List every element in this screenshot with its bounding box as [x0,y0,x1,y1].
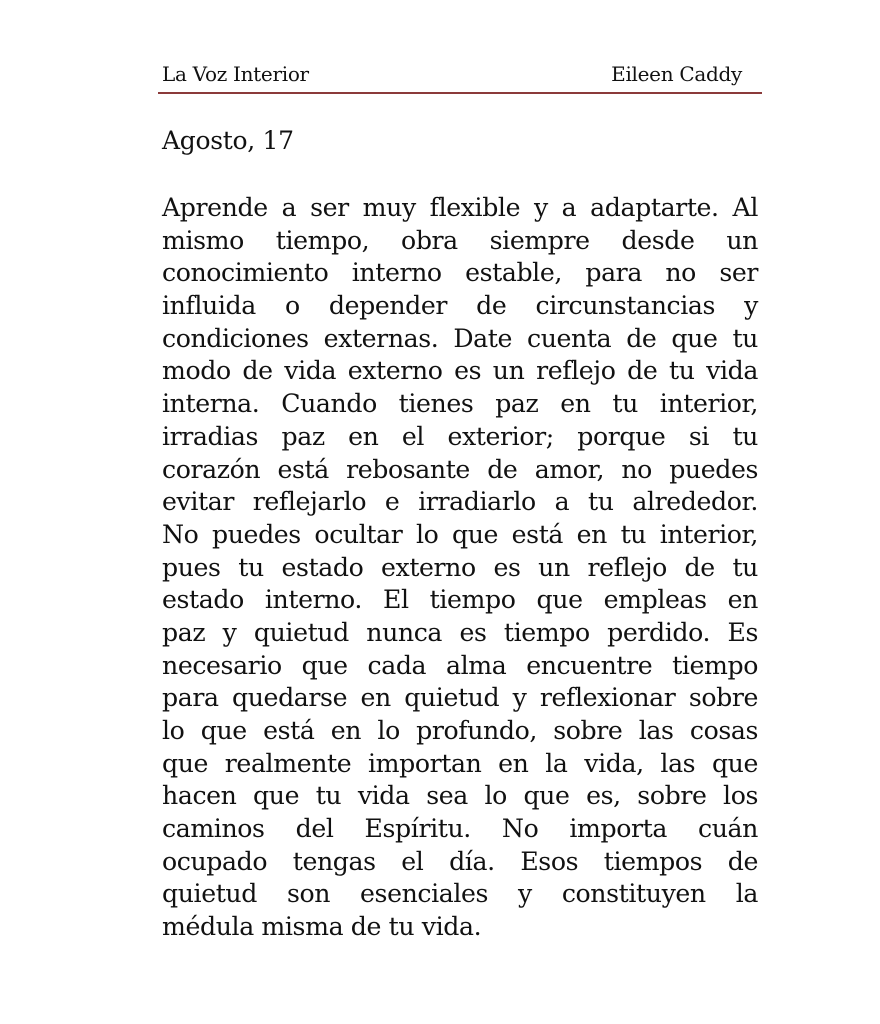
text-line: corazón está rebosante de amor, no puedes [162,454,758,484]
text-line: pues tu estado externo es un reflejo de tu [162,552,758,582]
book-title: La Voz Interior [162,62,309,86]
text-line: caminos del Espíritu. No importa cuán [162,814,758,844]
text-line: paz y quietud nunca es tiempo perdido. Es [162,617,758,647]
running-header [158,58,762,94]
text-line: modo de vida externo es un reflejo de tu vida [162,356,758,386]
text-line: ocupado tengas el día. Esos tiempos de [162,846,758,876]
text-line: quietud son esenciales y constituyen la [162,879,758,909]
text-line: necesario que cada alma encuentre tiempo [162,650,758,680]
entry-body [162,192,758,944]
text-line: médula misma de tu vida. [162,912,482,942]
text-line: No puedes ocultar lo que está en tu interior, [162,519,758,549]
text-line: estado interno. El tiempo que empleas en [162,585,758,615]
author-name: Eileen Caddy [611,62,742,86]
text-line: conocimiento interno estable, para no ser [162,258,758,288]
text-line: lo que está en lo profundo, sobre las cosas [162,716,758,745]
text-line: interna. Cuando tienes paz en tu interior, [162,389,758,419]
text-line: para quedarse en quietud y reflexionar sobre [162,683,758,713]
text-line: influida o depender de circunstancias y [162,291,758,321]
text-line: evitar reflejarlo e irradiarlo a tu alrededor. [162,487,758,517]
text-line: Aprende a ser muy flexible y a adaptarte. Al [162,193,758,222]
text-line: que realmente importan en la vida, las que [162,748,758,778]
text-line: irradias paz en el exterior; porque si tu [162,421,758,451]
text-line: condiciones externas. Date cuenta de que tu [162,323,758,353]
entry-date: Agosto, 17 [162,126,294,155]
text-line: mismo tiempo, obra siempre desde un [162,225,758,255]
text-line: hacen que tu vida sea lo que es, sobre los [162,781,758,811]
